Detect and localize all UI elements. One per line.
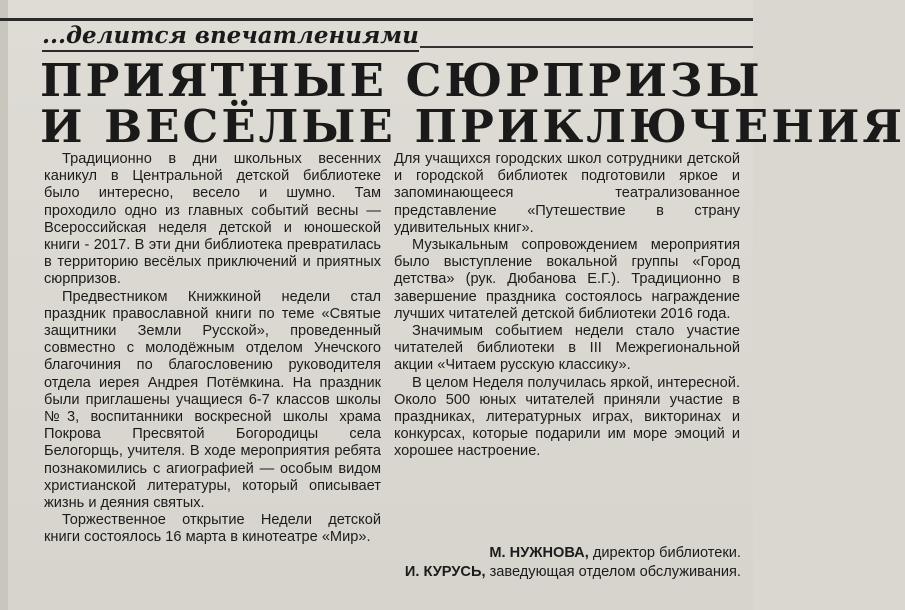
rubric-label: ...делится впечатлениями (42, 22, 419, 52)
paragraph: Значимым событием недели стало участие читателей библиотеки в III Межрегиональной акции «Читаем русскую классику». (394, 323, 740, 374)
paragraph: Для учащихся городских школ сотрудники детской и городской библиотек подготовили яркое и запоминающееся театрализованное представление «Путешествие в страну удивительных книг». (394, 151, 740, 236)
paragraph: Традиционно в дни школьных весенних каникул в Центральной детской библиотеке было интересно, весело и шумно. Там проходило одно из главных событий весны — Всероссийская неделя детской и юношеской книги - 2017. В эти дни библиотека превратилась в территорию весёлых приключений и приятных сюрпризов. (44, 151, 381, 288)
headline-line-1: ПРИЯТНЫЕ СЮРПРИЗЫ (40, 54, 763, 107)
paragraph: Предвестником Книжкиной недели стал праздник православной книги по теме «Святые защитники Земли Русской», проведенный совместно с молодёжным отделом Унечского благочиния по благословению руководителя отдела иерея Андрея Потёмкина. На праздник были приглашены учащиеся 6-7 классов школы №3, воспитанники воскресной школы храма Покрова Пресвятой Богородицы села Белогорщь, учителя. В ходе мероприятия ребята познакомились с агиографией — особым видом христианской литературы, который описывает жизнь и деяния святых. (44, 288, 381, 512)
author-name: М. НУЖНОВА, (489, 545, 589, 561)
rubric-divider (420, 46, 753, 48)
article-signatures (405, 544, 741, 582)
author-name: И. КУРУСЬ, (404, 564, 486, 580)
paragraph: В целом Неделя получилась яркой, интересной. Около 500 юных читателей приняли участие в праздниках, литературных играх, викторинах и конкурсах, которые подарили им море эмоций и хорошее настроение. (394, 374, 741, 460)
author-role: директор библиотеки. (592, 545, 741, 561)
page-edge (0, 0, 8, 610)
signature-line (405, 563, 741, 582)
article-column-left (44, 151, 381, 547)
headline-line-2: И ВЕСЁЛЫЕ ПРИКЛЮЧЕНИЯ (40, 100, 905, 153)
article-column-right (394, 151, 740, 461)
paragraph: Торжественное открытие Недели детской книги состоялось 16 марта в кинотеатре «Мир». (44, 512, 381, 546)
signature-line (405, 544, 741, 563)
author-role: заведующая отделом обслуживания. (489, 564, 741, 580)
paragraph: Музыкальным сопровождением мероприятия было выступление вокальной группы «Город детства» (рук. Дюбанова Е.Г.). Традиционно в завершение праздника состоялось награждение лучших читателей детской библиотеки 2016 года. (394, 237, 740, 322)
article-headline (40, 54, 905, 153)
